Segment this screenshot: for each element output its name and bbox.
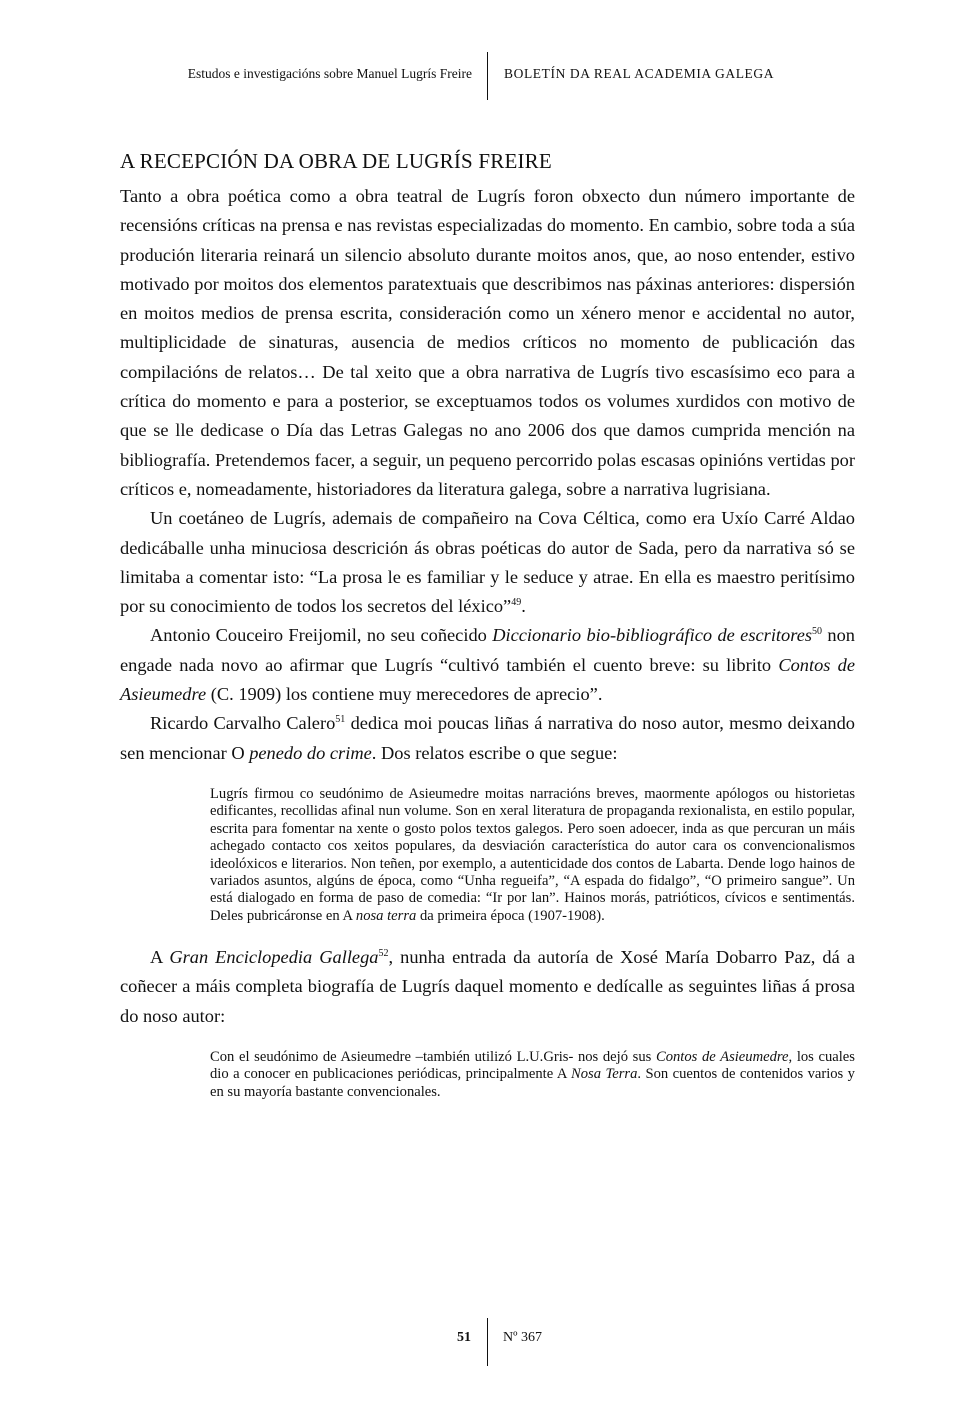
header-journal-title: BOLETÍN DA REAL ACADEMIA GALEGA: [504, 66, 775, 81]
section-title: A RECEPCIÓN DA OBRA DE LUGRÍS FREIRE: [120, 149, 552, 173]
page-footer: [0, 1318, 975, 1366]
periodical-title-nosa-terra: nosa terra: [355, 907, 417, 924]
issue-number: Nº 367: [503, 1330, 542, 1345]
paragraph-4-text-c: . Dos relatos escribe o que segue:: [371, 742, 618, 763]
footnote-ref-51[interactable]: 51: [335, 714, 346, 726]
paragraph-2-text: Un coetáneo de Lugrís, ademais de compañeiro na Cova Céltica, como era Uxío Carré Aldao dedicáballe unha minuciosa descrición ás obras poéticas do autor de Sada, pero da narrativa só se limitaba a comentar isto: “La prosa le es familiar y le seduce y atrae. En ella es maestro peritísimo por su conocimiento de todos los secretos del léxico”: [120, 508, 855, 617]
paragraph-1: Tanto a obra poética como a obra teatral de Lugrís foron obxecto dun número importante de recensións críticas na prensa e nas revistas especializadas do momento. En cambio, sobre toda a súa produción literaria reinará un silencio absoluto durante moitos anos, que, ao noso entender, estivo motivado por moitos dos elementos paratextuais que describimos nas páxinas anteriores: dispersión en moitos medios de prensa escrita, consideración como un xénero menor e accidental no autor, multiplicidade de sinaturas, ausencia de medios críticos no momento de publicación das compilacións de relatos… De tal xeito que a obra narrativa de Lugrís tivo escasísimo eco para a crítica do momento e para a posterior, se exceptuamos todos os volumes xurdidos con motivo de que se lle dedicase o Día das Letras Galegas no ano 2006 dos que damos cumprida mención na bibliografía. Pretendemos facer, a seguir, un pequeno percorrido polas escasas opinións vertidas por críticos e, nomeadamente, historiadores da literatura galega, sobre a narrativa lugrisiana.: [120, 186, 855, 499]
paragraph-3-text-c: (C. 1909) los contiene muy merecedores de aprecio”.: [206, 684, 603, 705]
block-quote-enciclopedia: [210, 1049, 855, 1101]
header-divider: [487, 52, 488, 100]
paragraph-4-text-a: Ricardo Carvalho Calero: [150, 713, 336, 734]
footer-divider: [487, 1318, 488, 1366]
page-number: 51: [457, 1330, 471, 1345]
quote-1-text-a: Lugrís firmou co seudónimo de Asieumedre moitas narracións breves, maormente apólogos ou historietas edificantes, recollidas afinal nun volume. Son en xeral literatura de propaganda rexionalista, en estilo popular, escrita para fomentar na xente o gosto polos textos galegos. Pero soen adoecer, inda as que percuran un máis achegado contacto cos xeitos populares, da desviación característica do autor cara os convencionalismos ideolóxicos e literarios. Non teñen, por exemplo, a autenticidade dos contos de Labarta. Dende logo hainos de variados asuntos, algúns de época, como “Unha regueifa”, “A espada do fidalgo”, “O primeiro sangue”. Un está dialogado en forma de paso de comedia: “Ir por lan”. Hainos morás, patrióticos, cívicos e sentimentás. Deles pubricáronse en A: [210, 785, 855, 924]
footnote-ref-50[interactable]: 50: [812, 626, 823, 638]
book-title-diccionario: Diccionario bio-bibliográfico de escritores: [492, 625, 813, 646]
quote-2-text-c: . Son cuentos de contenidos varios y en su mayoría bastante convencionales.: [210, 1066, 855, 1100]
paragraph-2: [120, 504, 855, 621]
header-series-title: Estudos e investigacións sobre Manuel Lugrís Freire: [187, 66, 472, 81]
paragraph-4-text-b: dedica moi poucas liñas á narrativa do noso autor, mesmo deixando sen mencionar O: [120, 713, 855, 763]
paragraph-5: [120, 943, 855, 1031]
footnote-ref-52[interactable]: 52: [378, 948, 389, 960]
book-title-contos-2: Contos de Asieumedre: [655, 1049, 789, 1066]
paragraph-5-text-a: A: [150, 947, 170, 968]
book-title-contos: Contos de Asieumedre: [120, 654, 855, 705]
block-quote-carvalho: [210, 786, 855, 925]
quote-2-text-a: Con el seudónimo de Asieumedre –también utilizó L.U.Gris- nos dejó sus: [210, 1049, 656, 1066]
quote-1-text-b: da primeira época (1907-1908).: [416, 907, 605, 924]
periodical-title-nosa-terra-2: Nosa Terra: [571, 1066, 638, 1083]
paragraph-3-text-a: Antonio Couceiro Freijomil, no seu coñecido: [150, 625, 493, 646]
book-title-penedo: penedo do crime: [249, 742, 372, 763]
paragraph-5-text-b: , nunha entrada da autoría de Xosé María Dobarro Paz, dá a coñecer a máis completa biografía de Lugrís daquel momento e dedícalle as seguintes liñas á prosa do noso autor:: [120, 947, 855, 1026]
paragraph-3-text-b: non engade nada novo ao afirmar que Lugrís “cultivó también el cuento breve: su librito: [120, 625, 855, 675]
book-title-enciclopedia: Gran Enciclopedia Gallega: [169, 947, 379, 968]
paragraph-4: [120, 709, 855, 768]
page-body: [120, 140, 855, 1119]
quote-2-text-b: , los cuales dio a conocer en publicaciones periódicas, principalmente A: [210, 1049, 855, 1083]
running-header: [0, 52, 975, 100]
paragraph-2-end: .: [521, 596, 526, 617]
paragraph-3: [120, 621, 855, 709]
footnote-ref-49[interactable]: 49: [511, 597, 522, 609]
